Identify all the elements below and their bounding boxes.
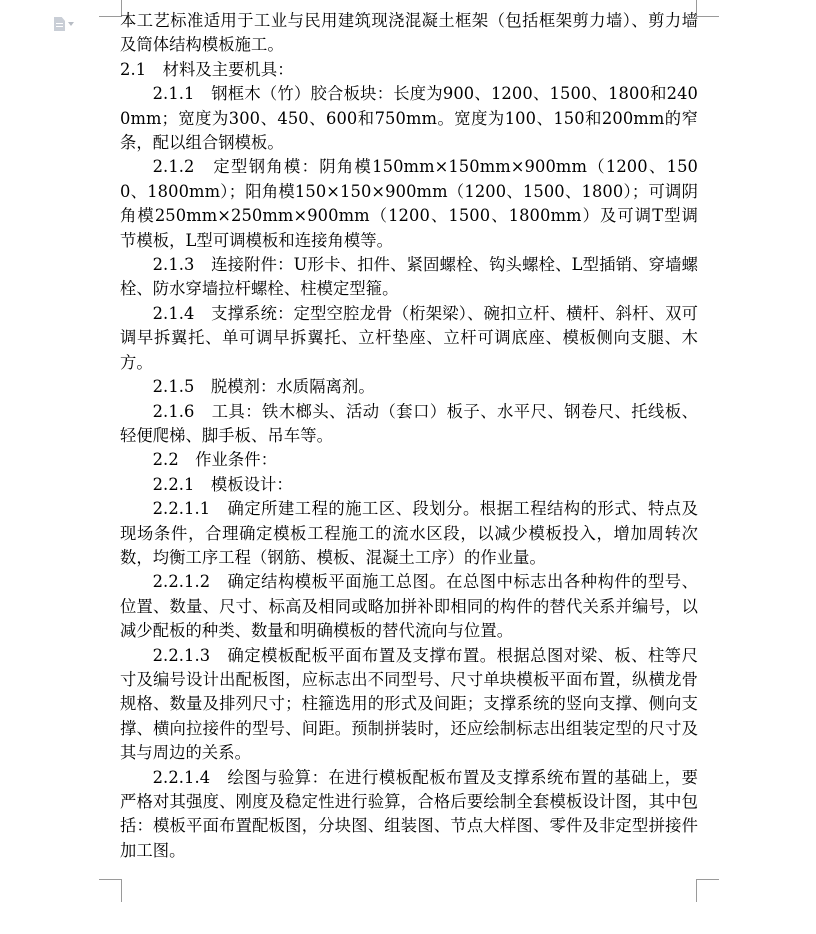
heading-work-conditions: 2.2 作业条件： <box>152 450 278 470</box>
paragraph-2-1-1: 2.1.1 钢框木（竹）胶合板块：长度为900、1200、1500、1800和2400mm；宽度为300、450、600和750mm。宽度为100、150和200mm的窄条，配以组合钢模板。 <box>120 84 698 153</box>
document-body[interactable] <box>120 9 698 863</box>
corner-mark-top-right <box>696 0 719 17</box>
paragraph-2-1-3: 2.1.3 连接附件：U形卡、扣件、紧固螺栓、钩头螺栓、L型插销、穿墙螺栓、防水穿墙拉杆螺栓、柱模定型箍。 <box>120 255 698 299</box>
paragraph-scope: 本工艺标准适用于工业与民用建筑现浇混凝土框架（包括框架剪力墙）、剪力墙及筒体结构模板施工。 <box>120 11 698 55</box>
paragraph-2-1-4: 2.1.4 支撑系统：定型空腔龙骨（桁架梁）、碗扣立杆、横杆、斜杆、双可调早拆翼托、单可调早拆翼托、立杆垫座、立杆可调底座、模板侧向支腿、木方。 <box>120 303 698 372</box>
paragraph-2-1-5: 2.1.5 脱模剂：水质隔离剂。 <box>152 377 375 397</box>
corner-mark-top-left <box>99 0 122 17</box>
corner-mark-bottom-right <box>696 879 719 902</box>
paragraph-2-2-1-2: 2.2.1.2 确定结构模板平面施工总图。在总图中标志出各种构件的型号、位置、数量、尺寸、标高及相同或略加拼补即相同的构件的替代关系并编号，以减少配板的种类、数量和明确模板的替代流向与位置。 <box>120 572 698 641</box>
paragraph-2-2-1-4: 2.2.1.4 绘图与验算：在进行模板配板布置及支撑系统布置的基础上，要严格对其强度、刚度及稳定性进行验算，合格后要绘制全套模板设计图，其中包括：模板平面布置配板图，分块图、组装图、节点大样图、零件及非定型拼接件加工图。 <box>120 767 698 860</box>
paragraph-2-1-6: 2.1.6 工具：铁木榔头、活动（套口）板子、水平尺、钢卷尺、托线板、轻便爬梯、脚手板、吊车等。 <box>120 401 698 445</box>
paragraph-options-button[interactable] <box>54 16 80 32</box>
paragraph-2-2-1-1: 2.2.1.1 确定所建工程的施工区、段划分。根据工程结构的形式、特点及现场条件，合理确定模板工程施工的流水区段，以减少模板投入，增加周转次数，均衡工序工程（钢筋、模板、混凝土工序）的作业量。 <box>120 499 698 567</box>
heading-formwork-design: 2.2.1 模板设计： <box>152 474 293 494</box>
paragraph-2-1-2: 2.1.2 定型钢角模：阴角模150mm×150mm×900mm（1200、1500、1800mm）；阳角模150×150×900mm（1200、1500、1800）；可调阴角模250mm×250mm×900mm（1200、1500、1800mm）及可调T型调节模板，L型可调模板和连接角模等。 <box>120 157 698 250</box>
chevron-down-icon <box>68 22 74 26</box>
paragraph-2-2-1-3: 2.2.1.3 确定模板配板平面布置及支撑布置。根据总图对梁、板、柱等尺寸及编号设计出配板图，应标志出不同型号、尺寸单块模板平面布置，纵横龙骨规格、数量及排列尺寸；柱箍选用的形式及间距；支撑系统的竖向支撑、侧向支撑、横向拉接件的型号、间距。预制拼装时，还应绘制标志出组装定型的尺寸及其与周边的关系。 <box>120 645 698 763</box>
document-icon <box>54 17 65 31</box>
heading-materials: 2.1 材料及主要机具： <box>120 59 294 79</box>
corner-mark-bottom-left <box>99 879 122 902</box>
